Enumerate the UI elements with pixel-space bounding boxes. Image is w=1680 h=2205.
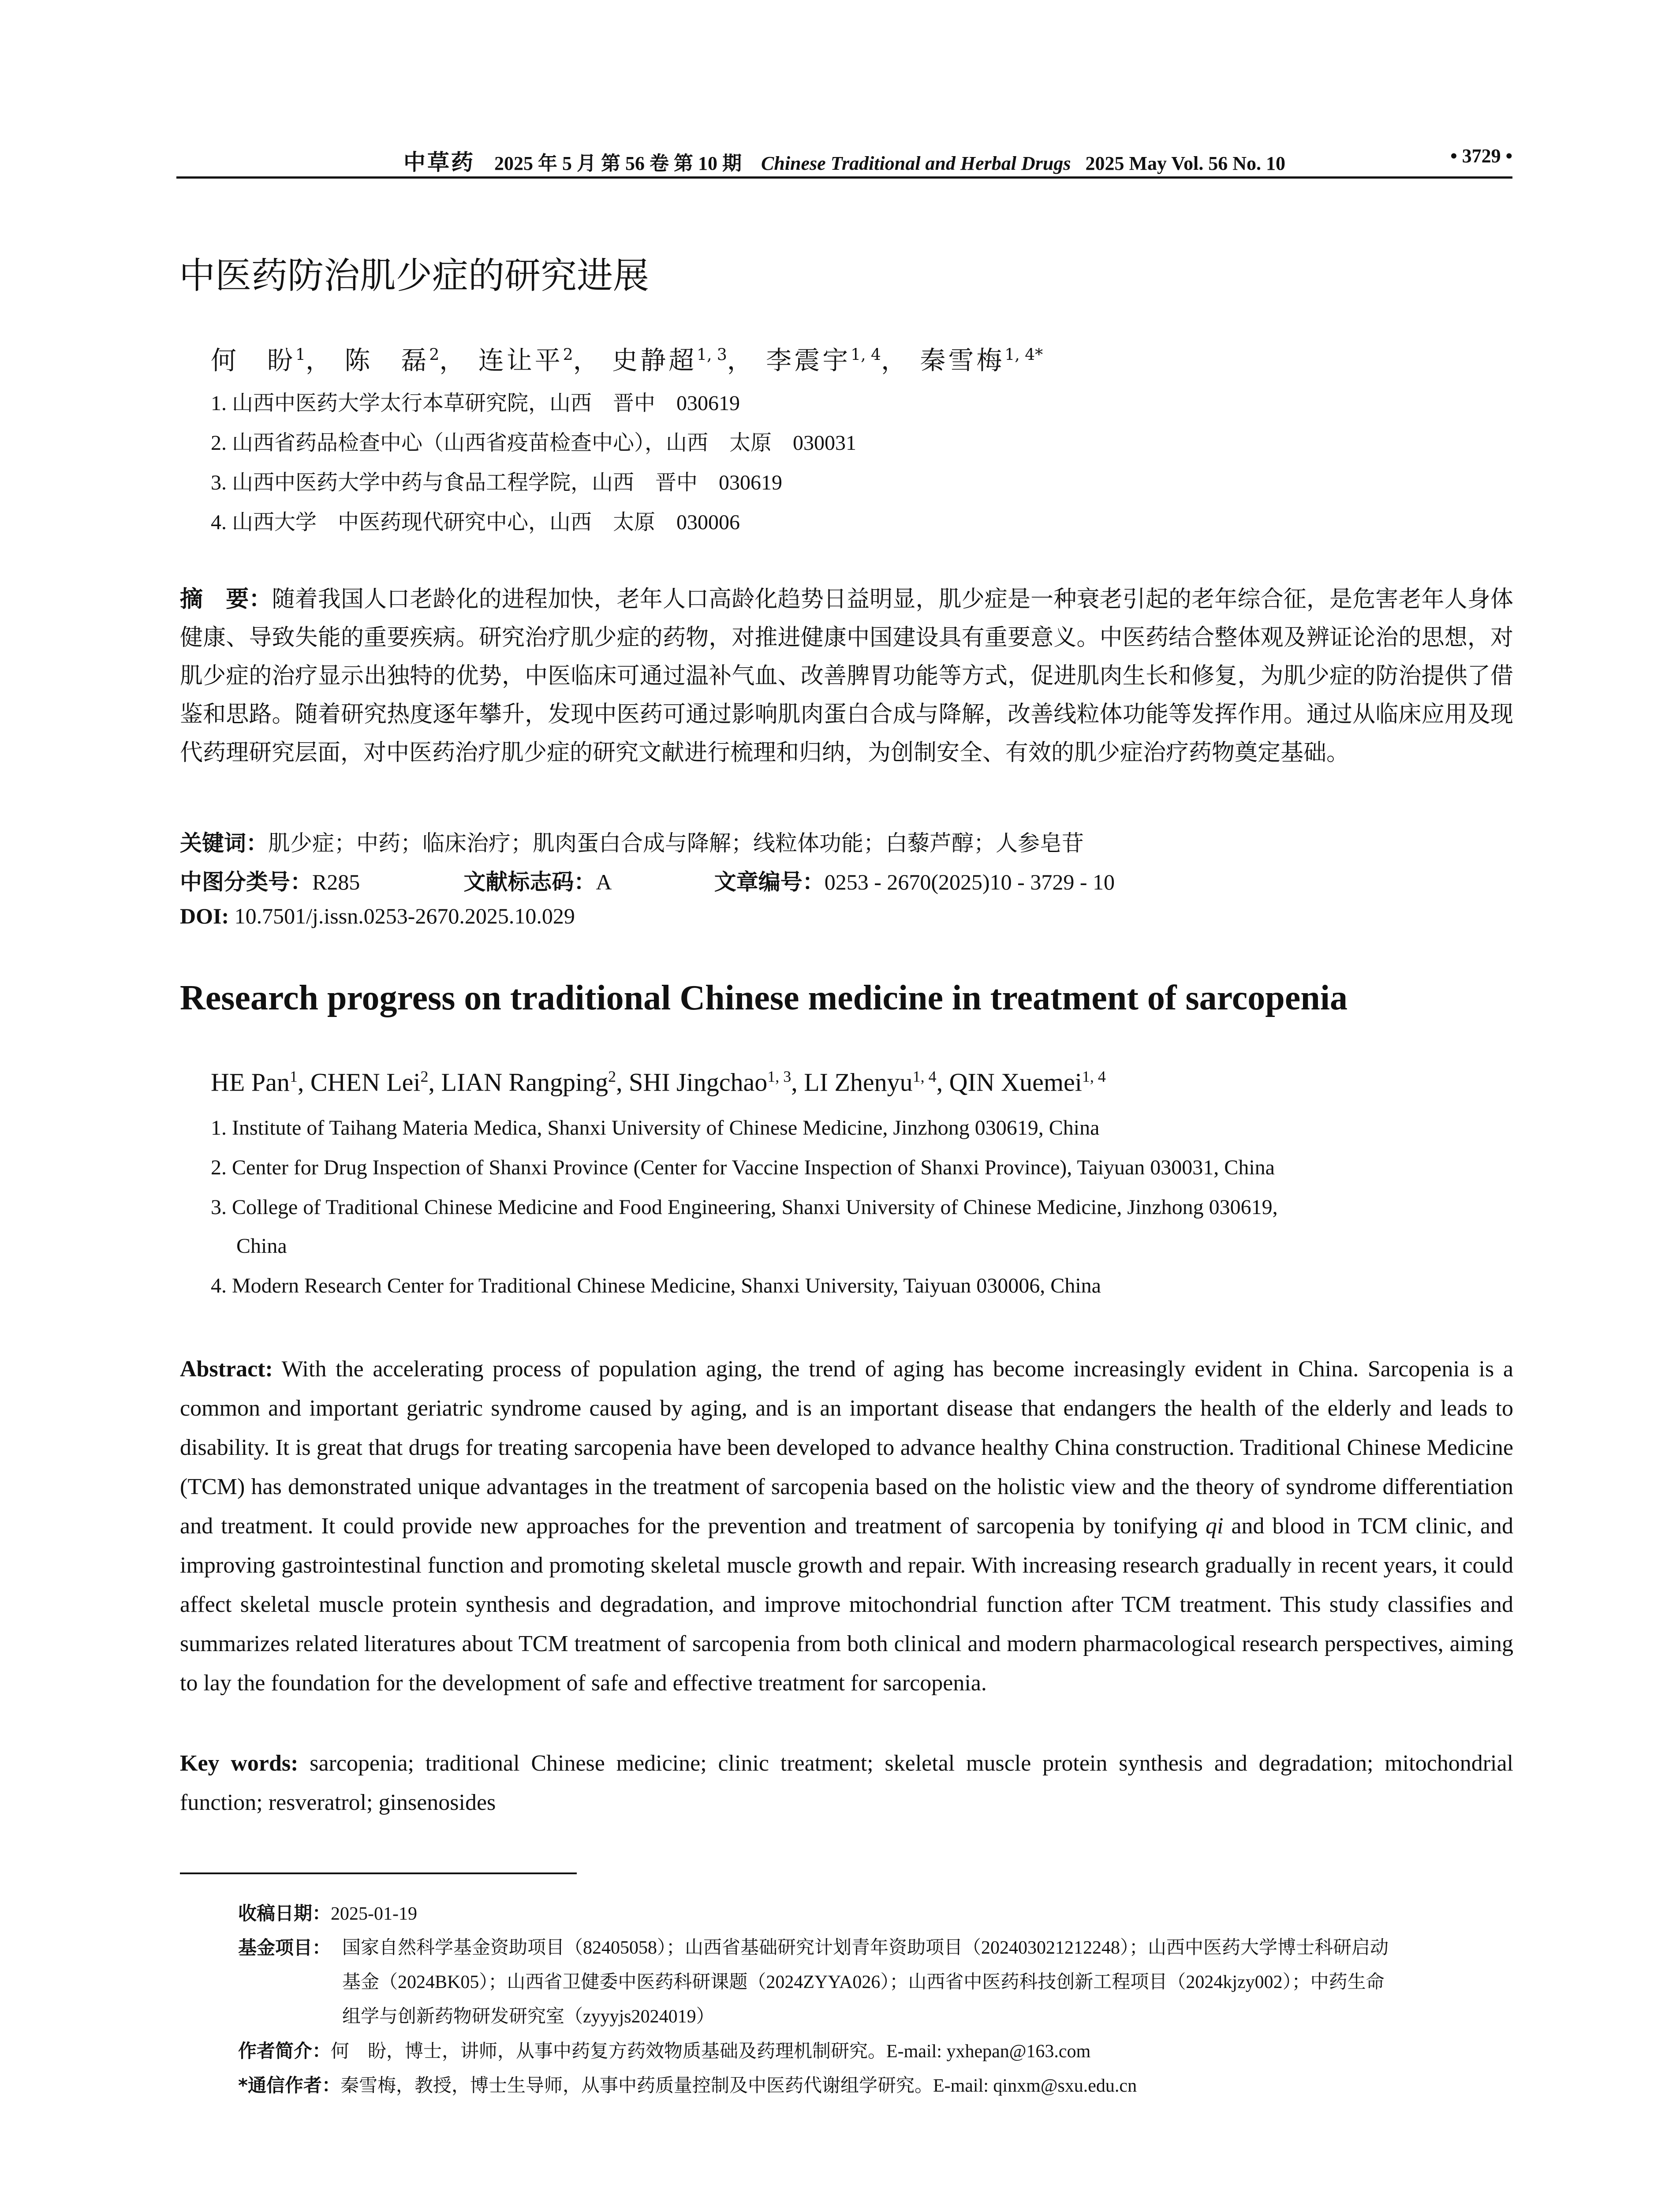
author-name: 李震宇 (766, 345, 851, 375)
author-bio (238, 2034, 1090, 2069)
corresponding-author (238, 2068, 1137, 2103)
author-name: 何 盼 (211, 345, 296, 375)
bio-text: 何 盼，博士，讲师，从事中药复方药效物质基础及药理机制研究。E-mail: yxhepan@163.com (331, 2041, 1091, 2062)
abstract-label: Abstract: (180, 1357, 273, 1382)
page-number: • 3729 • (1450, 145, 1512, 167)
chinese-affiliation: 2. 山西省药品检查中心（山西省疫苗检查中心），山西 太原 030031 (211, 431, 857, 455)
chinese-authors: 何 盼$^1$， 陈 磊$^2$， 连让平$^2$， 史静超$^{1, 3}$， 李震宇$^{1, 4}$， 秦雪梅$^{1, 4*}$ (211, 345, 1043, 375)
chinese-keywords (180, 826, 1084, 857)
author-name: LIAN Rangping (441, 1068, 609, 1097)
header-rule (176, 176, 1512, 179)
abstract-text-continued: and blood in TCM clinic, and improving gastrointestinal function and promoting skeletal muscle growth and repair. With increasing research gradually in recent years, it could affect skeletal muscle protein synthesis and degradation, and improve mitochondrial function after TCM treatment. This study classifies and summarizes related literatures about TCM treatment of sarcopenia from both clinical and modern pharmacological research perspectives, aiming to lay the foundation for the development of safe and effective treatment for sarcopenia. (180, 1514, 1513, 1696)
article-number-label: 文章编号： (714, 869, 825, 895)
chinese-affiliation: 1. 山西中医药大学太行本草研究院，山西 晋中 030619 (211, 392, 740, 415)
fund-line: 国家自然科学基金资助项目（82405058）；山西省基础研究计划青年资助项目（202403021212248）；山西中医药大学博士科研启动 (342, 1938, 1389, 1958)
article-number-value: 0253 - 2670(2025)10 - 3729 - 10 (824, 870, 1115, 894)
author-affiliation-mark: 1 (295, 346, 306, 364)
doccode-value: A (596, 870, 611, 894)
author-name: SHI Jingchao (629, 1068, 768, 1097)
author-affiliation-mark: 1, 3 (767, 1068, 791, 1085)
fund-line: 组学与创新药物研发研究室（zyyyjs2024019） (342, 2007, 715, 2027)
received-label: 收稿日期： (238, 1902, 331, 1924)
fund-line: 基金（2024BK05）；山西省卫健委中医药科研课题（2024ZYYA026）；山西省中医药科技创新工程项目（2024kjzy002）；中药生命 (342, 1972, 1385, 1992)
english-affiliation: 3. College of Traditional Chinese Medicine and Food Engineering, Shanxi University of Chinese Medicine, Jinzhong 030619, (211, 1196, 1278, 1219)
author-name: 连让平 (478, 345, 563, 375)
journal-mark: 中草药 (403, 149, 475, 175)
keywords-label: 关键词： (180, 830, 268, 856)
author-affiliation-mark: 1, 4* (1004, 346, 1043, 364)
author-affiliation-mark: 1, 4 (912, 1068, 937, 1085)
doi-line (180, 903, 575, 929)
author-name: 史静超 (612, 345, 697, 375)
fund-label (238, 1931, 331, 1966)
author-name: 陈 磊 (344, 345, 429, 375)
header-journal-en: Chinese Traditional and Herbal Drugs (761, 153, 1071, 174)
footnote-rule (180, 1872, 577, 1874)
author-name: LI Zhenyu (804, 1068, 913, 1097)
abstract-text: 随着我国人口老龄化的进程加快，老年人口高龄化趋势日益明显，肌少症是一种衰老引起的老年综合征，是危害老年人身体健康、导致失能的重要疾病。研究治疗肌少症的药物，对推进健康中国建设具有重要意义。中医药结合整体观及辨证论治的思想，对肌少症的治疗显示出独特的优势，中医临床可通过温补气血、改善脾胃功能等方式，促进肌肉生长和修复，为肌少症的防治提供了借鉴和思路。随着研究热度逐年攀升，发现中医药可通过影响肌肉蛋白合成与降解，改善线粒体功能等发挥作用。通过从临床应用及现代药理研究层面，对中医药治疗肌少症的研究文献进行梳理和归纳，为创制安全、有效的肌少症治疗药物奠定基础。 (180, 587, 1513, 766)
clc-value: R285 (312, 870, 360, 894)
english-affiliation: 2. Center for Drug Inspection of Shanxi Province (Center for Vaccine Inspection of Shanxi Province), Taiyuan 030031, China (211, 1156, 1275, 1179)
author-name: QIN Xuemei (949, 1068, 1082, 1097)
author-affiliation-mark: 1 (289, 1068, 298, 1085)
doi-link[interactable]: 10.7501/j.issn.0253-2670.2025.10.029 (234, 904, 575, 928)
chinese-affiliation: 3. 山西中医药大学中药与食品工程学院，山西 晋中 030619 (211, 471, 783, 494)
header-center (176, 145, 1512, 176)
author-name: CHEN Lei (310, 1068, 421, 1097)
english-title: Research progress on traditional Chinese medicine in treatment of sarcopenia (180, 979, 1348, 1017)
chinese-affiliation: 4. 山西大学 中医药现代研究中心，山西 太原 030006 (211, 511, 740, 534)
abstract-label: 摘 要： (180, 586, 272, 613)
author-affiliation-mark: 2 (563, 346, 573, 364)
author-affiliation-mark: 1, 4 (851, 346, 881, 364)
author-name: HE Pan (211, 1068, 290, 1097)
header-issue-zh: 2025 年 5 月 第 56 卷 第 10 期 (494, 153, 742, 174)
author-affiliation-mark: 1, 4 (1082, 1068, 1106, 1085)
author-affiliation-mark: 2 (420, 1068, 429, 1085)
english-authors: HE Pan$^1$, CHEN Lei$^2$, LIAN Rangping$^2$, SHI Jingchao$^{1, 3}$, LI Zhenyu$^{1, 4}$, QIN Xuemei$^{1, 4}$ (211, 1068, 1106, 1097)
header-issue-en: 2025 May Vol. 56 No. 10 (1085, 153, 1285, 174)
author-affiliation-mark: 1, 3 (697, 346, 727, 364)
clc-label: 中图分类号： (180, 869, 312, 895)
keywords-label: Key words: (180, 1751, 299, 1776)
chinese-abstract (180, 580, 1513, 772)
keywords-text: 肌少症；中药；临床治疗；肌肉蛋白合成与降解；线粒体功能；白藜芦醇；人参皂苷 (268, 831, 1084, 856)
fund-label-text: 基金项目： (238, 1937, 331, 1958)
corr-text: 秦雪梅，教授，博士生导师，从事中药质量控制及中医药代谢组学研究。E-mail: qinxm@sxu.edu.cn (340, 2076, 1137, 2096)
english-affiliation-continued: China (236, 1234, 287, 1258)
chinese-title: 中医药防治肌少症的研究进展 (179, 255, 650, 297)
doccode-label: 文献标志码： (463, 869, 596, 895)
doi-label: DOI: (180, 904, 229, 928)
english-keywords (180, 1744, 1513, 1822)
author-affiliation-mark: 2 (608, 1068, 616, 1085)
received-value: 2025-01-19 (331, 1904, 417, 1924)
running-header (176, 142, 1512, 177)
corr-label: *通信作者： (238, 2074, 340, 2096)
english-abstract (180, 1349, 1513, 1703)
classification-line (180, 864, 1115, 896)
bio-label: 作者简介： (238, 2040, 331, 2062)
english-affiliation: 1. Institute of Taihang Materia Medica, Shanxi University of Chinese Medicine, Jinzhong 030619, China (211, 1116, 1100, 1140)
author-name: 秦雪梅 (920, 345, 1005, 375)
author-affiliation-mark: 2 (429, 346, 440, 364)
english-affiliation: 4. Modern Research Center for Traditional Chinese Medicine, Shanxi University, Taiyuan 030006, China (211, 1274, 1101, 1297)
keywords-text: sarcopenia; traditional Chinese medicine; clinic treatment; skeletal muscle protein synthesis and degradation; mitochondrial function; resveratrol; ginsenosides (180, 1751, 1513, 1815)
abstract-text: With the accelerating process of population aging, the trend of aging has become increasingly evident in China. Sarcopenia is a common and important geriatric syndrome caused by aging, and is an important disease that endangers the health of the elderly and leads to disability. It is great that drugs for treating sarcopenia have been developed to advance healthy China construction. Traditional Chinese Medicine (TCM) has demonstrated unique advantages in the treatment of sarcopenia based on the holistic view and the theory of syndrome differentiation and treatment. It could provide new approaches for the prevention and treatment of sarcopenia by tonifying (180, 1357, 1513, 1539)
abstract-italic-term: qi (1205, 1514, 1224, 1539)
received-date (238, 1896, 417, 1931)
